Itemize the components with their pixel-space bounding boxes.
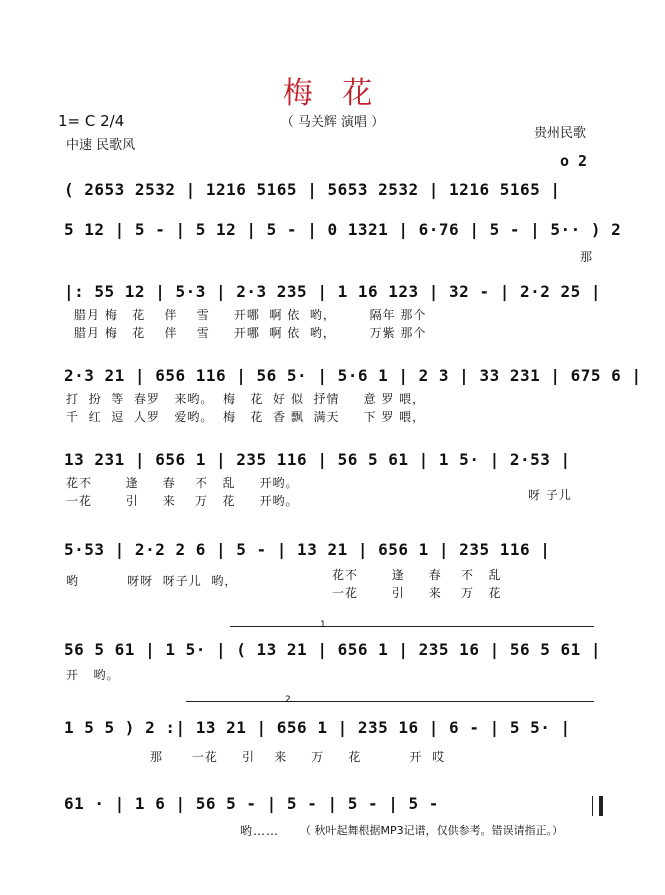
lyric-line-7a: 开 哟。 [66,668,120,682]
score-line-1: ( 2653 2532 | 1216 5165 | 5653 2532 | 1216 5165 | [64,180,561,199]
song-origin: 贵州民歌 [534,126,587,141]
lyric-line-4a: 打 扮 等 春罗 来哟。 梅 花 好 似 抒情 意 罗 喂， [66,392,426,406]
volta-1-number: 1 [320,620,326,630]
score-line-4: 2·3 21 | 656 116 | 56 5· | 5·6 1 | 2 3 | 33 231 | 675 6 | [64,366,642,385]
score-line-9: 61 · | 1 6 | 56 5 - | 5 - | 5 - | 5 - [64,794,439,813]
lyric-line-3a: 腊月 梅 花 伴 雪 开哪 啊 依 哟， 隔年 那个 [74,308,427,322]
lyric-line-5a: 花不 逢 春 不 乱 开哟。 [66,476,299,490]
tempo-marking: 中速 民歌风 [66,138,136,153]
score-line-7: 56 5 61 | 1 5· | ( 13 21 | 656 1 | 235 16 | 56 5 61 | [64,640,602,659]
lyric-line-4b: 千 红 逗 人罗 爱哟。 梅 花 香 飘 满天 下 罗 喂， [66,410,426,424]
lyric-line-6-brace-b: 一花 引 来 万 花 [332,586,502,600]
volta-1-bracket [230,626,594,627]
score-line-8: 1 5 5 ) 2 :| 13 21 | 656 1 | 235 16 | 6 - | 5 5· | [64,718,571,737]
score-line-3: |: 55 12 | 5·3 | 2·3 235 | 1 16 123 | 32 - | 2·2 25 | [64,282,602,301]
lyric-line-5b: 一花 引 来 万 花 开哟。 [66,494,299,508]
lyric-side-5: 呀 子儿 [528,488,572,502]
score-line-5: 13 231 | 656 1 | 235 116 | 56 5 61 | 1 5· | 2·53 | [64,450,571,469]
lyric-line-8a: 那 一花 引 来 万 花 开 哎 [150,750,446,764]
lyric-line-6-brace-a: 花不 逢 春 不 乱 [332,568,502,582]
lyric-line-6a: 哟 呀呀 呀子儿 哟， [66,574,238,588]
song-title: 梅 花 [282,76,383,111]
pickup-notes: o 2 [560,152,588,170]
lyric-line-3b: 腊月 梅 花 伴 雪 开哪 啊 依 哟， 万紫 那个 [74,326,427,340]
performer-subtitle: （ 马关辉 演唱 ） [280,115,385,130]
score-line-6: 5·53 | 2·2 2 6 | 5 - | 13 21 | 656 1 | 235 116 | [64,540,551,559]
transcription-note: （ 秋叶起舞根据MP3记谱，仅供参考。错误请指正。） [300,824,564,837]
score-line-2: 5 12 | 5 - | 5 12 | 5 - | 0 1321 | 6·76 | 5 - | 5·· ) 2 [64,220,622,239]
lyric-line-9a: 哟…… [240,824,280,838]
volta-2-bracket [186,701,594,702]
volta-2-number: 2 [285,695,291,705]
lyric-line-2a: 那 [580,250,594,264]
key-signature: 1= C 2/4 [58,112,125,130]
final-barline [592,796,603,816]
